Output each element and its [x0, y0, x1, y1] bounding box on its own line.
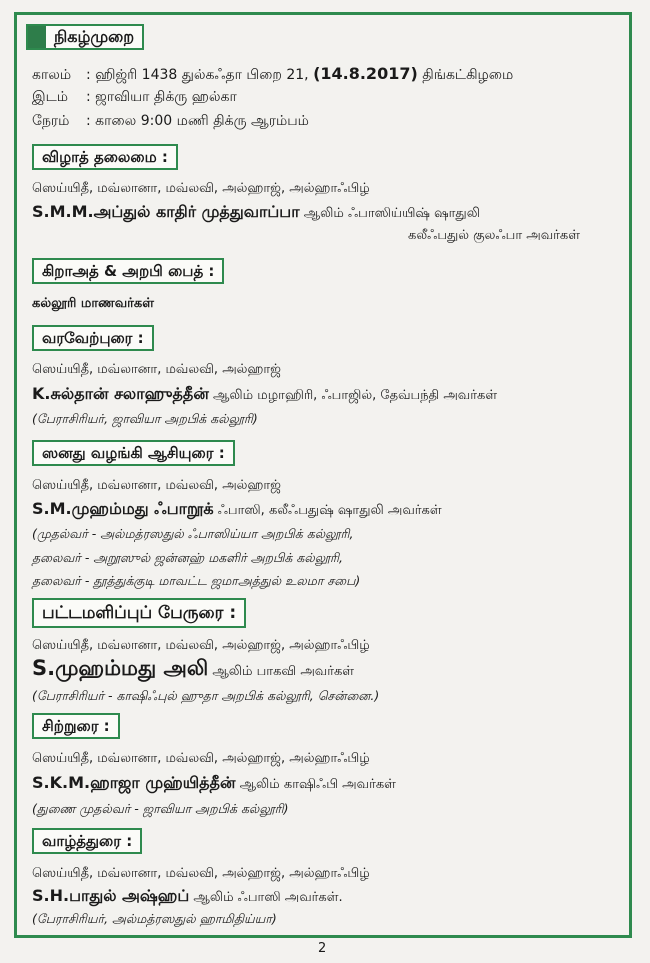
welcome-name-line: K.சுல்தான் சலாஹுத்தீன் ஆலிம் மழாஹிரி, ஃபாஜில், தேவ்பந்தி அவர்கள் — [32, 384, 498, 403]
presidency-name: S.M.M.அப்துல் காதிர் முத்துவாப்பா — [32, 202, 300, 221]
event-time: காலம் : ஹிஜ்ரி 1438 துல்கஃதா பிறை 21, (14.8.2017) திங்கட்கிழமை — [32, 64, 514, 83]
graduation-heading: பட்டமளிப்புப் பேருரை : — [32, 598, 246, 628]
sanad-note-3: தலைவர் - தூத்துக்குடி மாவட்ட ஜமாஅத்துல் உலமா சபை) — [32, 573, 361, 588]
welcome-heading: வரவேற்புரை : — [32, 325, 154, 351]
welcome-titles: ஸெய்யிதீ, மவ்லானா, மவ்லவி, அல்ஹாஜ் — [32, 362, 282, 377]
greeting-note: (பேராசிரியர், அல்மத்ரஸதுல் ஹாமிதிய்யா) — [32, 911, 277, 926]
program-heading: நிகழ்முறை — [26, 24, 144, 50]
short-name: S.K.M.ஹாஜா முஹ்யித்தீன் — [32, 773, 236, 792]
qirath-heading: கிறாஅத் & அறபி பைத் : — [32, 258, 224, 284]
greeting-heading: வாழ்த்துரை : — [32, 828, 142, 854]
short-note: (துணை முதல்வர் - ஜாவியா அறபிக் கல்லூரி) — [32, 801, 289, 816]
graduation-name: S.முஹம்மது அலி — [32, 656, 209, 680]
welcome-note: (பேராசிரியர், ஜாவியா அறபிக் கல்லூரி) — [32, 411, 258, 426]
qirath-text: கல்லூரி மாணவர்கள் — [32, 296, 154, 311]
sanad-titles: ஸெய்யிதீ, மவ்லானா, மவ்லவி, அல்ஹாஜ் — [32, 478, 282, 493]
graduation-note: (பேராசிரியர் - காஷிஃபுல் ஹுதா அறபிக் கல்லூரி, சென்னை.) — [32, 688, 380, 703]
graduation-titles: ஸெய்யிதீ, மவ்லானா, மவ்லவி, அல்ஹாஜ், அல்ஹாஃபிழ் — [32, 638, 370, 653]
presidency-titles: ஸெய்யிதீ, மவ்லானா, மவ்லவி, அல்ஹாஜ், அல்ஹாஃபிழ் — [32, 181, 370, 196]
event-place: இடம் : ஜாவியா திக்ரு ஹல்கா — [32, 89, 237, 105]
presidency-heading: விழாத் தலைமை : — [32, 144, 178, 170]
greeting-name-line: S.H.பாதுல் அஷ்ஹப் ஆலிம் ஃபாஸி அவர்கள். — [32, 886, 343, 905]
greeting-name: S.H.பாதுல் அஷ்ஹப் — [32, 886, 190, 905]
presidency-name-line: S.M.M.அப்துல் காதிர் முத்துவாப்பா ஆலிம் ஃபாஸிய்யிஷ் ஷாதுலி — [32, 202, 480, 221]
event-hour: நேரம் : காலை 9:00 மணி திக்ரு ஆரம்பம் — [32, 113, 309, 129]
short-titles: ஸெய்யிதீ, மவ்லானா, மவ்லவி, அல்ஹாஜ், அல்ஹாஃபிழ் — [32, 751, 370, 766]
sanad-note-1: (முதல்வர் - அல்மத்ரஸதுல் ஃபாஸிய்யா அறபிக் கல்லூரி, — [32, 526, 354, 541]
short-heading: சிற்றுரை : — [32, 713, 120, 739]
greeting-titles: ஸெய்யிதீ, மவ்லானா, மவ்லவி, அல்ஹாஜ், அல்ஹாஃபிழ் — [32, 866, 370, 881]
short-name-line: S.K.M.ஹாஜா முஹ்யித்தீன் ஆலிம் காஷிஃபி அவர்கள் — [32, 773, 396, 792]
sanad-name-line: S.M.முஹம்மது ஃபாறூக் ஃபாஸி, கலீஃபதுஷ் ஷாதுலி அவர்கள் — [32, 499, 442, 518]
sanad-name: S.M.முஹம்மது ஃபாறூக் — [32, 499, 214, 518]
graduation-name-line: S.முஹம்மது அலி ஆலிம் பாகவி அவர்கள் — [32, 656, 355, 680]
sanad-note-2: தலைவர் - அறூஸுல் ஜன்னஹ் மகளிர் அறபிக் கல்லூரி, — [32, 550, 343, 565]
welcome-name: K.சுல்தான் சலாஹுத்தீன் — [32, 384, 209, 403]
green-square-icon — [28, 26, 46, 48]
page-number: 2 — [318, 941, 327, 956]
presidency-suffix2: கலீஃபதுல் குலஃபா அவர்கள் — [408, 228, 580, 243]
sanad-heading: ஸனது வழங்கி ஆசியுரை : — [32, 440, 235, 466]
